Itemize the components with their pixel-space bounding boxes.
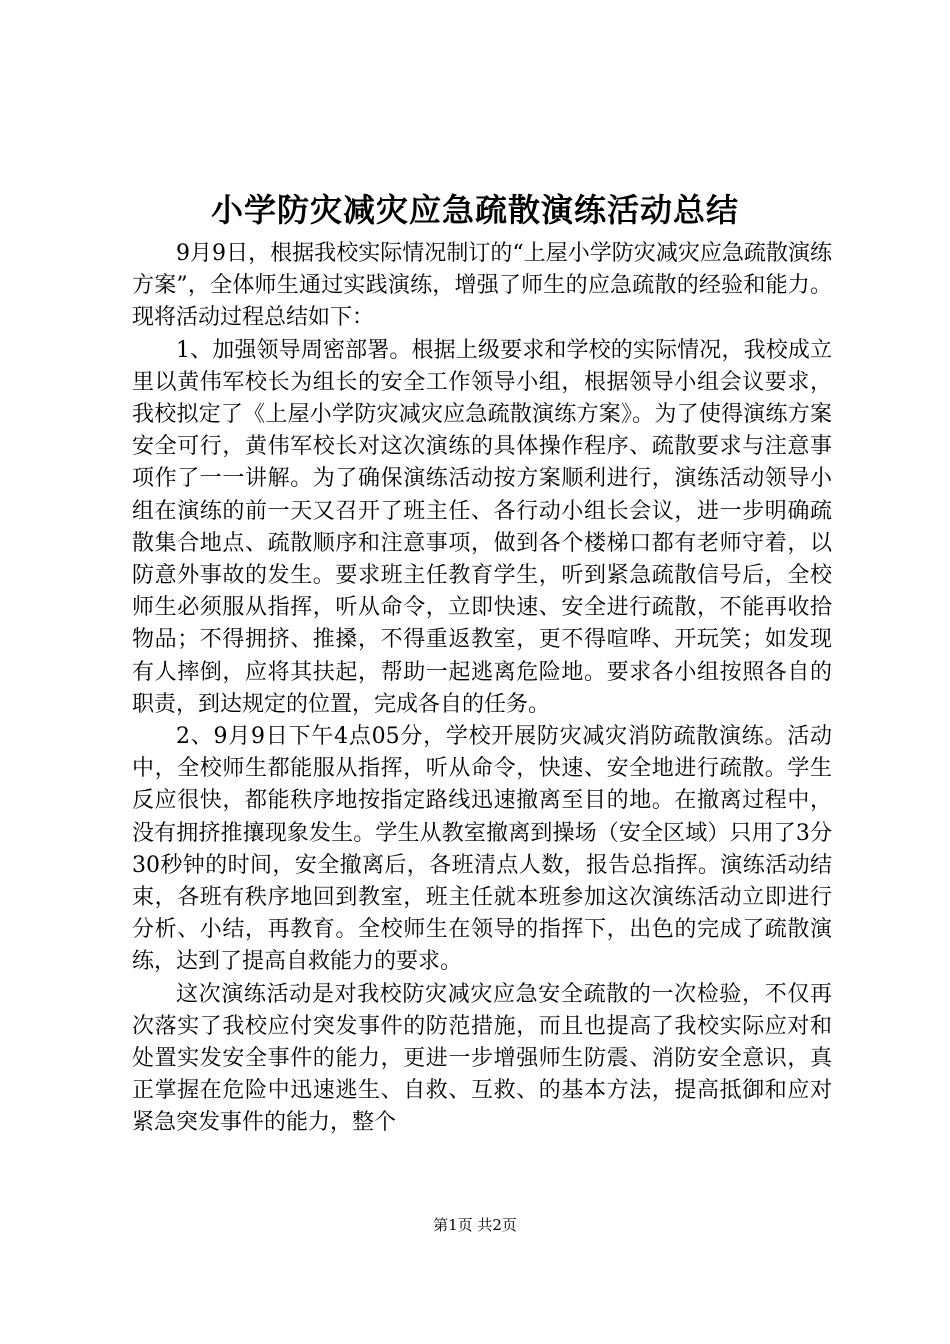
paragraph-intro: 9月9日，根据我校实际情况制订的“上屋小学防灾减灾应急疏散演练方案”，全体师生通过实践演练，增强了师生的应急疏散的经验和能力。现将活动过程总结如下： [132, 241, 832, 331]
paragraph-section-1: 1、加强领导周密部署。根据上级要求和学校的实际情况，我校成立里以黄伟军校长为组长的安全工作领导小组，根据领导小组会议要求，我校拟定了《上屋小学防灾减灾应急疏散演练方案》。为了使得演练方案安全可行，黄伟军校长对这次演练的具体操作程序、疏散要求与注意事项作了一一讲解。为了确保演练活动按方案顺利进行，演练活动领导小组在演练的前一天又召开了班主任、各行动小组长会议，进一步明确疏散集合地点、疏散顺序和注意事项，做到各个楼梯口都有老师守着，以防意外事故的发生。要求班主任教育学生，听到紧急疏散信号后，全校师生必须服从指挥，听从命令，立即快速、安全进行疏散，不能再收拾物品；不得拥挤、推搡，不得重返教室，更不得喧哗、开玩笑；如发现有人摔倒，应将其扶起，帮助一起逃离危险地。要求各小组按照各自的职责，到达规定的位置，完成各自的任务。 [132, 337, 832, 717]
paragraph-section-2: 2、9月9日下午4点05分，学校开展防灾减灾消防疏散演练。活动中，全校师生都能服从指挥，听从命令，快速、安全地进行疏散。学生反应很快，都能秩序地按指定路线迅速撤离至目的地。在撤离过程中，没有拥挤推攘现象发生。学生从教室撤离到操场（安全区域）只用了3分30秒钟的时间，安全撤离后，各班清点人数，报告总指挥。演练活动结束，各班有秩序地回到教室，班主任就本班参加这次演练活动立即进行分析、小结，再教育。全校师生在领导的指挥下，出色的完成了疏散演练，达到了提高自救能力的要求。 [132, 724, 832, 975]
document-title: 小学防灾减灾应急疏散演练活动总结 [210, 191, 739, 229]
page-footer: 第1页 共2页 [433, 1216, 517, 1234]
paragraph-conclusion: 这次演练活动是对我校防灾减灾应急安全疏散的一次检验，不仅再次落实了我校应付突发事件的防范措施，而且也提高了我校实际应对和处置实发安全事件的能力，更进一步增强师生防震、消防安全意识，真正掌握在危险中迅速逃生、自救、互救、的基本方法，提高抵御和应对紧急突发事件的能力，整个 [132, 981, 832, 1136]
document-body [132, 238, 832, 1140]
